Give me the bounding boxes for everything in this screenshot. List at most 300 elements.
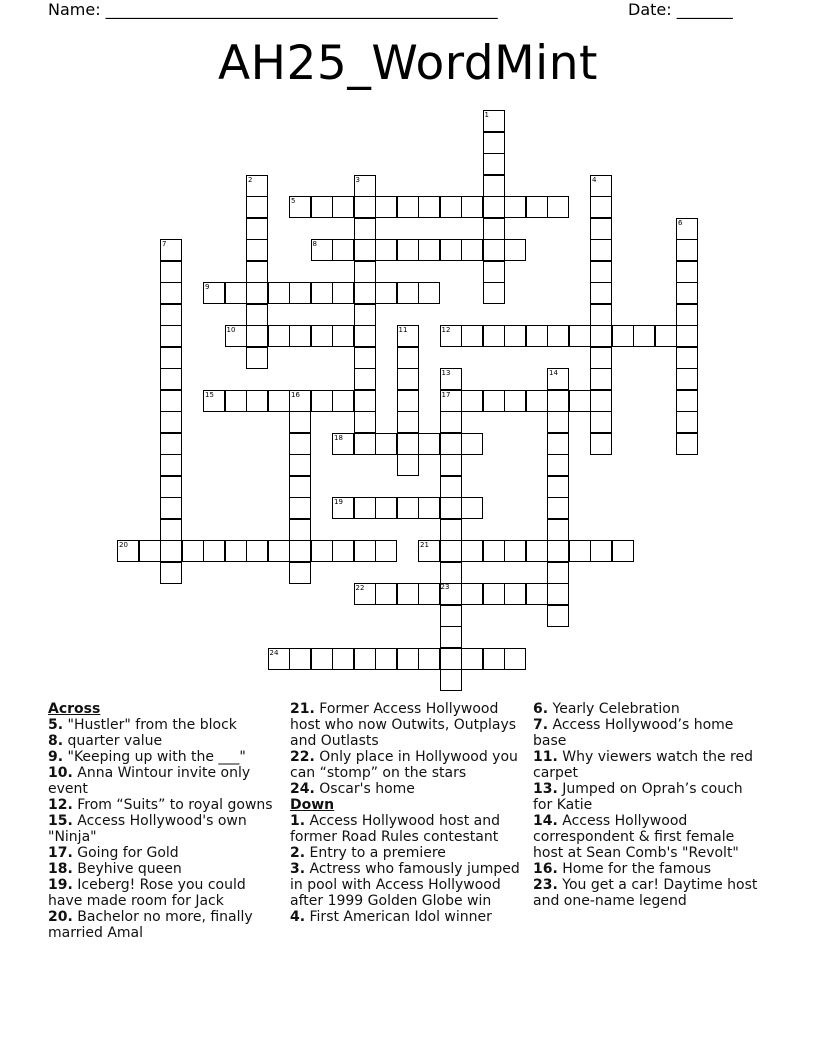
grid-cell[interactable] [461, 390, 483, 412]
grid-cell[interactable] [160, 497, 182, 519]
grid-cell[interactable] [354, 325, 376, 347]
grid-cell[interactable] [590, 325, 612, 347]
grid-cell[interactable] [483, 132, 505, 154]
clue-number: 9 [205, 283, 210, 291]
grid-cell[interactable] [397, 454, 419, 476]
clue-item [533, 749, 765, 781]
grid-cell[interactable] [483, 218, 505, 240]
grid-cell[interactable] [160, 239, 182, 261]
grid-cell[interactable] [483, 583, 505, 605]
grid-cell[interactable] [676, 218, 698, 240]
grid-cell[interactable] [526, 540, 548, 562]
grid-cell[interactable] [418, 433, 440, 455]
clue-item [533, 701, 765, 717]
clue-number-label: 10. [48, 765, 73, 781]
clue-number-label: 20. [48, 909, 73, 925]
clue-number: 24 [269, 648, 279, 657]
grid-cell[interactable] [289, 282, 311, 304]
grid-cell[interactable] [289, 411, 311, 433]
grid-cell[interactable] [547, 325, 569, 347]
grid-cell[interactable] [268, 325, 290, 347]
clue-number-label: 1. [290, 813, 306, 829]
clue-number-label: 2. [290, 845, 306, 861]
grid-cell[interactable] [418, 196, 440, 218]
grid-cell[interactable] [461, 196, 483, 218]
clue-text: Beyhive queen [72, 861, 182, 877]
clue-number-label: 8. [48, 733, 64, 749]
clue-item [48, 765, 280, 797]
clue-text: First American Idol winner [305, 909, 492, 925]
grid-cell[interactable] [160, 433, 182, 455]
clue-item [290, 781, 522, 797]
clue-number: 11 [398, 326, 408, 334]
grid-cell[interactable] [332, 540, 354, 562]
clue-item [48, 909, 280, 941]
clue-number: 20 [119, 541, 128, 549]
grid-cell[interactable] [332, 239, 354, 261]
clue-number-label: 13. [533, 781, 558, 797]
grid-cell[interactable] [289, 454, 311, 476]
grid-cell[interactable] [375, 648, 397, 670]
grid-cell[interactable] [440, 454, 462, 476]
clue-number: 17 [441, 390, 451, 399]
clue-number-label: 16. [533, 861, 558, 877]
grid-cell[interactable] [289, 519, 311, 541]
grid-cell[interactable] [547, 605, 569, 627]
grid-cell[interactable] [160, 304, 182, 326]
grid-cell[interactable] [246, 282, 268, 304]
grid-cell[interactable] [504, 648, 526, 670]
grid-cell[interactable] [483, 648, 505, 670]
grid-cell[interactable] [461, 497, 483, 519]
grid-cell[interactable] [354, 261, 376, 283]
grid-cell[interactable] [397, 282, 419, 304]
grid-cell[interactable] [590, 196, 612, 218]
grid-cell[interactable] [526, 325, 548, 347]
clue-item [48, 797, 280, 813]
grid-cell[interactable] [461, 239, 483, 261]
clue-number-label: 23. [533, 877, 558, 893]
grid-cell[interactable] [246, 325, 268, 347]
grid-cell[interactable] [461, 648, 483, 670]
clue-text: "Keeping up with the ___" [63, 749, 246, 765]
clue-number: 3 [355, 175, 360, 184]
grid-cell[interactable] [483, 325, 505, 347]
grid-cell[interactable] [311, 196, 333, 218]
grid-cell[interactable] [590, 282, 612, 304]
grid-cell[interactable] [332, 497, 354, 519]
grid-cell[interactable] [117, 540, 139, 562]
grid-cell[interactable] [547, 433, 569, 455]
clue-number-label: 5. [48, 717, 64, 733]
clue-text: Going for Gold [72, 845, 179, 861]
clue-text: From “Suits” to royal gowns [72, 797, 273, 813]
grid-cell[interactable] [375, 433, 397, 455]
grid-cell[interactable] [504, 540, 526, 562]
grid-cell[interactable] [590, 368, 612, 390]
grid-cell[interactable] [461, 433, 483, 455]
grid-cell[interactable] [397, 648, 419, 670]
grid-cell[interactable] [225, 540, 247, 562]
grid-cell[interactable] [332, 325, 354, 347]
grid-cell[interactable] [354, 497, 376, 519]
clue-number: 1 [484, 111, 489, 119]
clue-text: Access Hollywood’s home base [533, 717, 734, 749]
clue-number: 5 [291, 197, 296, 205]
grid-cell[interactable] [440, 325, 462, 347]
grid-cell[interactable] [504, 583, 526, 605]
grid-cell[interactable] [547, 497, 569, 519]
grid-cell[interactable] [504, 325, 526, 347]
grid-cell[interactable] [440, 605, 462, 627]
clue-number: 7 [162, 240, 167, 248]
grid-cell[interactable] [246, 261, 268, 283]
grid-cell[interactable] [483, 540, 505, 562]
grid-cell[interactable] [418, 540, 440, 562]
grid-cell[interactable] [676, 368, 698, 390]
grid-cell[interactable] [268, 540, 290, 562]
grid-cell[interactable] [440, 196, 462, 218]
clue-number-label: 9. [48, 749, 64, 765]
clue-item [48, 845, 280, 861]
grid-cell[interactable] [246, 218, 268, 240]
grid-cell[interactable] [440, 562, 462, 584]
grid-cell[interactable] [311, 390, 333, 412]
grid-cell[interactable] [332, 282, 354, 304]
clue-text: Yearly Celebration [548, 701, 680, 717]
grid-cell[interactable] [418, 648, 440, 670]
clue-number: 8 [312, 240, 317, 248]
grid-cell[interactable] [246, 175, 268, 197]
grid-cell[interactable] [483, 153, 505, 175]
clue-number: 4 [592, 175, 597, 184]
grid-cell[interactable] [547, 562, 569, 584]
clue-number-label: 11. [533, 749, 558, 765]
clue-number: 13 [441, 369, 451, 377]
clue-item [48, 813, 280, 845]
grid-cell[interactable] [246, 239, 268, 261]
clue-item [533, 861, 765, 877]
grid-cell[interactable] [440, 497, 462, 519]
grid-cell[interactable] [354, 583, 376, 605]
clue-number-label: 22. [290, 749, 315, 765]
clue-item [48, 861, 280, 877]
clue-item [290, 909, 522, 925]
grid-cell[interactable] [633, 325, 655, 347]
grid-cell[interactable] [375, 540, 397, 562]
grid-cell[interactable] [246, 347, 268, 369]
grid-cell[interactable] [246, 390, 268, 412]
grid-cell[interactable] [311, 239, 333, 261]
grid-cell[interactable] [139, 540, 161, 562]
grid-cell[interactable] [354, 196, 376, 218]
grid-cell[interactable] [547, 583, 569, 605]
grid-cell[interactable] [547, 519, 569, 541]
grid-cell[interactable] [289, 540, 311, 562]
grid-cell[interactable] [160, 411, 182, 433]
clue-item [48, 717, 280, 733]
clue-column-3 [533, 701, 765, 909]
grid-cell[interactable] [590, 411, 612, 433]
grid-cell[interactable] [354, 239, 376, 261]
grid-cell[interactable] [440, 476, 462, 498]
grid-cell[interactable] [569, 325, 591, 347]
grid-cell[interactable] [354, 540, 376, 562]
grid-cell[interactable] [440, 390, 462, 412]
clue-number-label: 14. [533, 813, 558, 829]
grid-cell[interactable] [483, 261, 505, 283]
grid-cell[interactable] [160, 347, 182, 369]
grid-cell[interactable] [483, 390, 505, 412]
grid-cell[interactable] [225, 282, 247, 304]
clue-item [290, 845, 522, 861]
grid-cell[interactable] [354, 175, 376, 197]
grid-cell[interactable] [268, 390, 290, 412]
grid-cell[interactable] [354, 282, 376, 304]
grid-cell[interactable] [289, 325, 311, 347]
grid-cell[interactable] [289, 476, 311, 498]
grid-cell[interactable] [440, 433, 462, 455]
grid-cell[interactable] [676, 304, 698, 326]
clue-number: 16 [291, 390, 300, 399]
grid-cell[interactable] [160, 368, 182, 390]
clue-item [290, 861, 522, 909]
grid-cell[interactable] [160, 282, 182, 304]
grid-cell[interactable] [246, 304, 268, 326]
grid-cell[interactable] [354, 304, 376, 326]
grid-cell[interactable] [332, 433, 354, 455]
grid-cell[interactable] [526, 583, 548, 605]
grid-cell[interactable] [397, 368, 419, 390]
grid-cell[interactable] [311, 648, 333, 670]
grid-cell[interactable] [289, 497, 311, 519]
grid-cell[interactable] [676, 261, 698, 283]
clue-text: Access Hollywood correspondent & first female host at Sean Comb's "Revolt" [533, 813, 739, 861]
grid-cell[interactable] [397, 390, 419, 412]
grid-cell[interactable] [547, 540, 569, 562]
grid-cell[interactable] [418, 282, 440, 304]
grid-cell[interactable] [526, 390, 548, 412]
grid-cell[interactable] [569, 540, 591, 562]
grid-cell[interactable] [311, 325, 333, 347]
grid-cell[interactable] [160, 390, 182, 412]
grid-cell[interactable] [547, 454, 569, 476]
clue-text: You get a car! Daytime host and one-name legend [533, 877, 758, 909]
clue-section-heading: Down [290, 797, 335, 813]
clue-item [48, 749, 280, 765]
date-field[interactable]: Date: _______ [628, 0, 733, 19]
grid-cell[interactable] [289, 648, 311, 670]
grid-cell[interactable] [590, 175, 612, 197]
grid-cell[interactable] [397, 239, 419, 261]
grid-cell[interactable] [676, 325, 698, 347]
clue-number: 10 [226, 326, 236, 334]
clue-number-label: 17. [48, 845, 73, 861]
grid-cell[interactable] [354, 648, 376, 670]
clue-text: Entry to a premiere [305, 845, 446, 861]
grid-cell[interactable] [440, 648, 462, 670]
grid-cell[interactable] [397, 583, 419, 605]
grid-cell[interactable] [418, 239, 440, 261]
grid-cell[interactable] [676, 239, 698, 261]
clue-number-label: 7. [533, 717, 549, 733]
grid-cell[interactable] [375, 196, 397, 218]
grid-cell[interactable] [547, 476, 569, 498]
clue-number: 12 [441, 326, 451, 334]
grid-cell[interactable] [332, 196, 354, 218]
grid-cell[interactable] [289, 390, 311, 412]
grid-cell[interactable] [504, 239, 526, 261]
grid-cell[interactable] [612, 540, 634, 562]
grid-cell[interactable] [225, 325, 247, 347]
grid-cell[interactable] [375, 239, 397, 261]
grid-cell[interactable] [397, 325, 419, 347]
grid-cell[interactable] [375, 282, 397, 304]
grid-cell[interactable] [440, 626, 462, 648]
grid-cell[interactable] [547, 196, 569, 218]
grid-cell[interactable] [590, 540, 612, 562]
grid-cell[interactable] [332, 648, 354, 670]
grid-cell[interactable] [311, 282, 333, 304]
clue-text: Oscar's home [314, 781, 415, 797]
clue-number-label: 6. [533, 701, 549, 717]
grid-cell[interactable] [483, 175, 505, 197]
grid-cell[interactable] [160, 519, 182, 541]
clue-text: quarter value [63, 733, 163, 749]
grid-cell[interactable] [547, 390, 569, 412]
grid-cell[interactable] [246, 196, 268, 218]
clue-column-2 [290, 701, 522, 925]
grid-cell[interactable] [311, 540, 333, 562]
clue-text: "Hustler" from the block [63, 717, 237, 733]
grid-cell[interactable] [268, 282, 290, 304]
clue-text: Access Hollywood's own "Ninja" [48, 813, 247, 845]
grid-cell[interactable] [590, 261, 612, 283]
clue-text: Actress who famously jumped in pool with Access Hollywood after 1999 Golden Globe win [290, 861, 520, 909]
clue-number-label: 3. [290, 861, 306, 877]
grid-cell[interactable] [461, 540, 483, 562]
grid-cell[interactable] [397, 433, 419, 455]
grid-cell[interactable] [160, 261, 182, 283]
clue-text: Why viewers watch the red carpet [533, 749, 753, 781]
grid-cell[interactable] [397, 497, 419, 519]
grid-cell[interactable] [289, 196, 311, 218]
grid-cell[interactable] [440, 411, 462, 433]
clue-text: Bachelor no more, finally married Amal [48, 909, 253, 941]
grid-cell[interactable] [590, 218, 612, 240]
grid-cell[interactable] [418, 497, 440, 519]
grid-cell[interactable] [483, 239, 505, 261]
grid-cell[interactable] [440, 540, 462, 562]
grid-cell[interactable] [203, 390, 225, 412]
grid-cell[interactable] [440, 239, 462, 261]
grid-cell[interactable] [612, 325, 634, 347]
grid-cell[interactable] [160, 325, 182, 347]
grid-cell[interactable] [676, 390, 698, 412]
grid-cell[interactable] [655, 325, 677, 347]
grid-cell[interactable] [676, 347, 698, 369]
grid-cell[interactable] [461, 325, 483, 347]
clue-number-label: 12. [48, 797, 73, 813]
grid-cell[interactable] [440, 368, 462, 390]
grid-cell[interactable] [676, 282, 698, 304]
grid-cell[interactable] [203, 540, 225, 562]
grid-cell[interactable] [354, 347, 376, 369]
grid-cell[interactable] [160, 562, 182, 584]
grid-cell[interactable] [483, 110, 505, 132]
name-field[interactable]: Name: _________________________________________________ [48, 0, 498, 19]
clue-text: Home for the famous [557, 861, 712, 877]
grid-cell[interactable] [332, 390, 354, 412]
clue-number: 2 [248, 175, 253, 184]
grid-cell[interactable] [160, 540, 182, 562]
grid-cell[interactable] [461, 583, 483, 605]
clue-number: 14 [549, 369, 558, 377]
clue-number: 22 [355, 584, 365, 592]
grid-cell[interactable] [160, 476, 182, 498]
grid-cell[interactable] [590, 347, 612, 369]
grid-cell[interactable] [590, 433, 612, 455]
clue-item [290, 813, 522, 845]
grid-cell[interactable] [483, 196, 505, 218]
clue-number-label: 24. [290, 781, 315, 797]
grid-cell[interactable] [375, 583, 397, 605]
grid-cell[interactable] [354, 218, 376, 240]
grid-cell[interactable] [569, 390, 591, 412]
clue-text: Access Hollywood host and former Road Rules contestant [290, 813, 500, 845]
grid-cell[interactable] [225, 390, 247, 412]
clue-number-label: 19. [48, 877, 73, 893]
grid-cell[interactable] [440, 669, 462, 691]
grid-cell[interactable] [504, 196, 526, 218]
grid-cell[interactable] [504, 390, 526, 412]
grid-cell[interactable] [418, 583, 440, 605]
grid-cell[interactable] [182, 540, 204, 562]
grid-cell[interactable] [397, 411, 419, 433]
grid-cell[interactable] [289, 433, 311, 455]
grid-cell[interactable] [547, 411, 569, 433]
grid-cell[interactable] [676, 411, 698, 433]
grid-cell[interactable] [483, 282, 505, 304]
grid-cell[interactable] [354, 390, 376, 412]
grid-cell[interactable] [590, 390, 612, 412]
grid-cell[interactable] [547, 368, 569, 390]
clue-item [533, 877, 765, 909]
grid-cell[interactable] [375, 497, 397, 519]
clue-number-label: 15. [48, 813, 73, 829]
clue-number: 23 [440, 583, 450, 591]
clue-item [290, 749, 522, 781]
grid-cell[interactable] [590, 239, 612, 261]
clue-number: 21 [420, 541, 429, 549]
clue-number-label: 21. [290, 701, 315, 717]
grid-cell[interactable] [397, 196, 419, 218]
grid-cell[interactable] [397, 347, 419, 369]
grid-cell[interactable] [590, 304, 612, 326]
clue-item [48, 733, 280, 749]
grid-cell[interactable] [160, 454, 182, 476]
grid-cell[interactable] [440, 519, 462, 541]
grid-cell[interactable] [526, 196, 548, 218]
grid-cell[interactable] [289, 562, 311, 584]
grid-cell[interactable] [268, 648, 290, 670]
grid-cell[interactable] [246, 540, 268, 562]
grid-cell[interactable] [354, 368, 376, 390]
grid-cell[interactable] [203, 282, 225, 304]
grid-cell[interactable] [676, 433, 698, 455]
grid-cell[interactable] [354, 433, 376, 455]
grid-cell[interactable] [354, 411, 376, 433]
